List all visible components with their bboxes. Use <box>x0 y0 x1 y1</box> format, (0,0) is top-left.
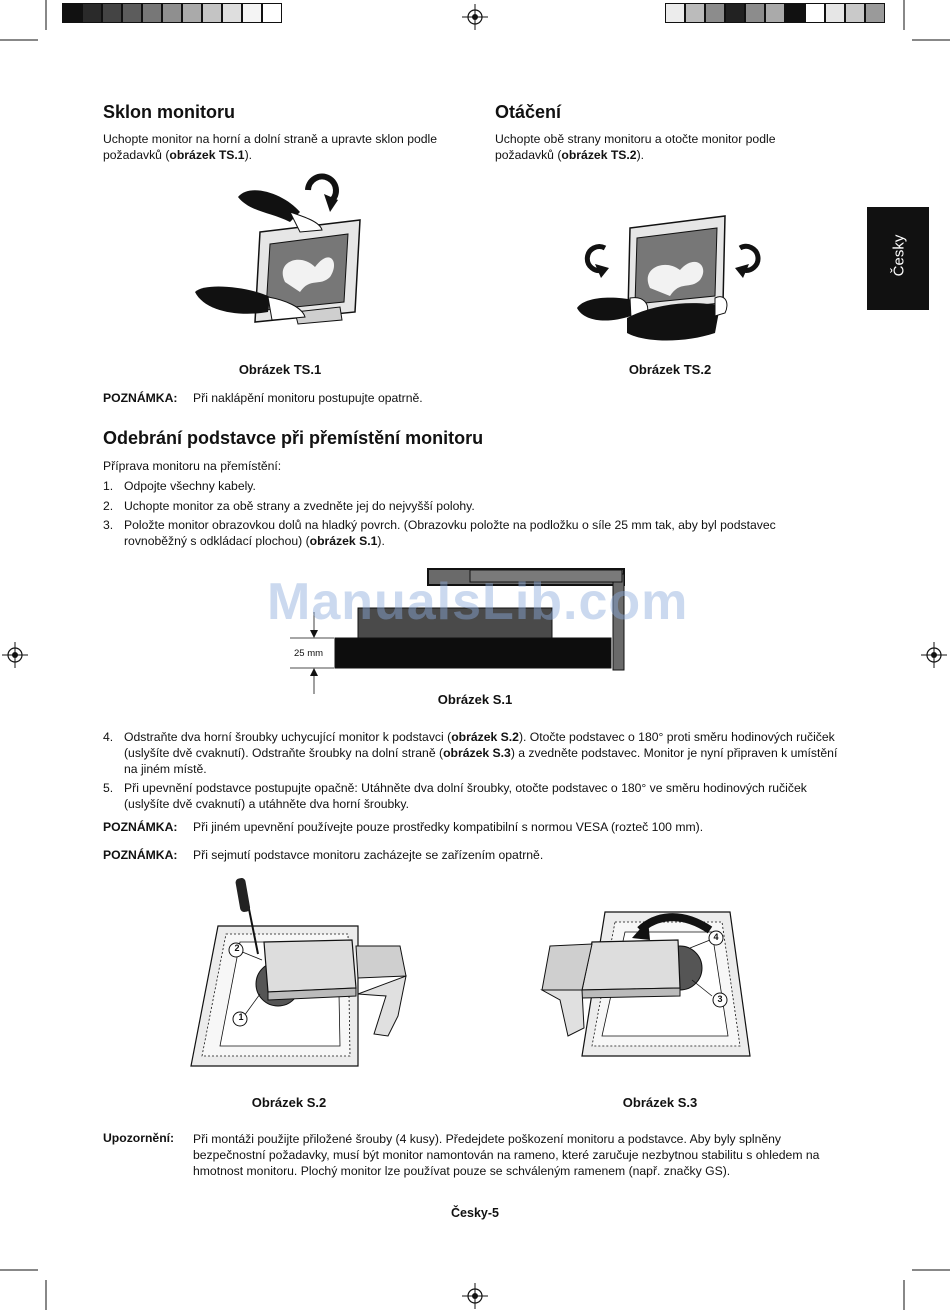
language-tab <box>867 207 929 310</box>
step3-text <box>124 517 840 549</box>
step4-text-2: ). Otočte podstavec o 180° proti směru hodinových ručiček (uslyšíte dvě cvaknutí). Odstraňte šroubky na dolní straně ( <box>124 730 835 760</box>
figure-s2-caption: Obrázek S.2 <box>251 1095 327 1110</box>
note2-text: Při jiném upevnění používejte pouze prostředky kompatibilní s normou VESA (rozteč 100 mm). <box>193 820 704 834</box>
step4-number: 4. <box>103 730 114 744</box>
tilt-description <box>103 131 443 163</box>
step4-ref-1: obrázek S.2 <box>451 730 519 744</box>
callout-1: 1 <box>238 1012 244 1022</box>
step4-ref-2: obrázek S.3 <box>443 746 511 760</box>
tilt-heading: Sklon monitoru <box>103 102 235 122</box>
step1-text: Odpojte všechny kabely. <box>124 479 256 493</box>
figure-s1-dimension: 25 mm <box>294 648 324 659</box>
step3-text-1: Položte monitor obrazovkou dolů na hladký povrch. (Obrazovku položte na podložku o síle 25 mm tak, aby byl podstavec rovnoběžný s odkládací plochou) ( <box>124 518 776 548</box>
page-number: Česky-5 <box>451 1206 499 1220</box>
callout-3: 3 <box>717 994 723 1004</box>
removal-heading: Odebrání podstavce při přemístění monitoru <box>103 428 484 448</box>
step3-number: 3. <box>103 518 114 532</box>
step3-text-2: ). <box>377 534 385 548</box>
figure-ts1-caption: Obrázek TS.1 <box>238 362 322 377</box>
step3-ref: obrázek S.1 <box>309 534 378 548</box>
swivel-heading: Otáčení <box>495 102 562 122</box>
removal-intro: Příprava monitoru na přemístění: <box>103 459 282 473</box>
figure-s2-illustration <box>188 876 410 1070</box>
step4-text <box>124 729 846 777</box>
note2-label: POZNÁMKA: <box>103 820 178 834</box>
figure-ts2-caption: Obrázek TS.2 <box>628 362 712 377</box>
figure-s3-caption: Obrázek S.3 <box>622 1095 698 1110</box>
figure-ts1-illustration <box>190 172 370 332</box>
step1-number: 1. <box>103 479 114 493</box>
callout-4: 4 <box>713 932 719 942</box>
tilt-text-1: Uchopte monitor na horní a dolní straně a upravte sklon podle požadavků ( <box>103 132 438 162</box>
step2-number: 2. <box>103 499 114 513</box>
note3-text: Při sejmutí podstavce monitoru zacházejte se zařízením opatrně. <box>193 848 544 862</box>
callout-2: 2 <box>234 943 240 953</box>
tilt-text-2: ). <box>244 148 253 162</box>
watermark: ManualsLib.com <box>267 573 689 631</box>
note1-label: POZNÁMKA: <box>103 391 178 405</box>
swivel-text-2: ). <box>636 148 645 162</box>
figure-s1-caption: Obrázek S.1 <box>437 692 513 707</box>
step4-text-1: Odstraňte dva horní šroubky uchycující monitor k podstavci ( <box>124 730 452 744</box>
swivel-ref: obrázek TS.2 <box>561 148 637 162</box>
swivel-description <box>495 131 815 163</box>
swivel-text-1: Uchopte obě strany monitoru a otočte monitor podle požadavků ( <box>495 132 776 162</box>
tilt-ref: obrázek TS.1 <box>169 148 245 162</box>
step5-text: Při upevnění podstavce postupujte opačně: Utáhněte dva dolní šroubky, otočte podstavec o 180° ve směru hodinových ručiček (uslyšíte dvě cvaknutí) a utáhněte dva horní šroubky. <box>124 781 807 811</box>
warning-text: Při montáži použijte přiložené šrouby (4 kusy). Předejdete poškození monitoru a podstavce. Aby byly splněny bezpečnostní požadavky, musí být monitor namontován na rameno, které zaručuje nezbytnou stabilitu s ohledem na hmotnost monitoru. Plochý monitor lze používat pouze se schváleným ramenem (např. značky GS). <box>193 1132 820 1178</box>
figure-s3-illustration <box>540 908 755 1062</box>
step5-number: 5. <box>103 781 114 795</box>
step4-text-3: ) a zvedněte podstavec. Monitor je nyní připraven k umístění na jiném místě. <box>124 746 838 776</box>
figure-ts2-illustration <box>575 208 770 348</box>
language-tab-label: Česky <box>890 234 908 277</box>
warning-label: Upozornění: <box>103 1131 175 1145</box>
note1-text: Při naklápění monitoru postupujte opatrně. <box>193 391 423 405</box>
note3-label: POZNÁMKA: <box>103 848 178 862</box>
step2-text: Uchopte monitor za obě strany a zvedněte jej do nejvyšší polohy. <box>124 499 475 513</box>
